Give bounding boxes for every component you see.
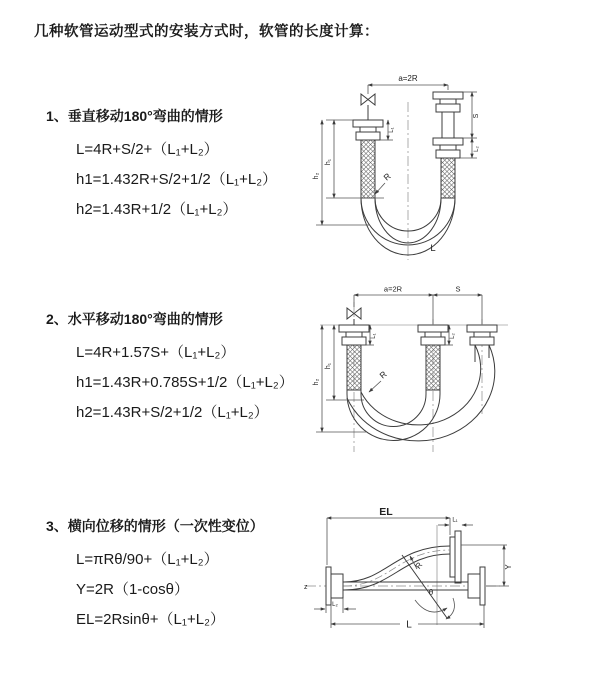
dim-label-z: z	[304, 584, 308, 591]
hose-u-bend	[347, 345, 495, 441]
formula-line: h2=1.43R+1/2（L₁+L₂）	[76, 201, 238, 218]
formula-line: L=4R+1.57S+（L₁+L₂）	[76, 344, 236, 361]
section-2-formulas	[76, 338, 294, 428]
right-lower-fitting	[468, 567, 485, 605]
formula-line: L=4R+S/2+（L₁+L₂）	[76, 141, 219, 158]
section-2	[46, 309, 294, 428]
formula-line: h1=1.43R+0.785S+1/2（L₁+L₂）	[76, 374, 294, 391]
section-1-heading: 1、垂直移动180°弯曲的情形	[46, 108, 223, 124]
dim-label-l: L	[406, 619, 412, 631]
diagram-vertical-180-bend	[312, 68, 587, 268]
dim-label-y: Y	[504, 564, 513, 570]
dim-label-h2: h₂	[313, 378, 320, 386]
middle-fitting	[418, 325, 448, 390]
page-title: 几种软管运动型式的安装方式时，软管的长度计算：	[34, 24, 379, 40]
dim-label-s: S	[473, 113, 480, 119]
dim-label-h1: h₁	[325, 362, 332, 370]
dim-label-el: EL	[379, 506, 393, 518]
dim-label-span: a=2R	[383, 284, 403, 294]
left-flange	[326, 567, 343, 605]
formula-line: h2=1.43R+S/2+1/2（L₁+L₂）	[76, 404, 269, 421]
section-2-heading: 2、水平移动180°弯曲的情形	[46, 311, 223, 327]
dim-label-l1: L₁	[452, 517, 458, 524]
section-3	[46, 516, 264, 635]
hose-s-curve	[344, 546, 450, 590]
dim-label-l1: L₁	[389, 127, 395, 133]
angle-construction	[402, 525, 454, 625]
formula-line: EL=2Rsinθ+（L₁+L₂）	[76, 611, 225, 628]
dim-label-r: R	[377, 368, 389, 381]
section-3-formulas	[76, 545, 264, 635]
left-fitting	[339, 325, 369, 390]
dim-label-h2: h₂	[313, 172, 320, 180]
dim-label-r: R	[413, 560, 425, 571]
formula-line: Y=2R（1-cosθ）	[76, 581, 189, 598]
section-1	[46, 106, 277, 225]
dim-label-span: a=2R	[398, 74, 418, 83]
left-fitting	[353, 120, 383, 198]
dim-label-h1: h₁	[325, 158, 332, 166]
dim-label-l2: L₂	[450, 333, 456, 339]
dim-label-theta: θ	[428, 588, 434, 597]
formula-line: h1=1.432R+S/2+1/2（L₁+L₂）	[76, 171, 278, 188]
valve-icon	[361, 94, 375, 120]
right-fitting	[433, 92, 463, 198]
formula-line: L=πRθ/90+（L₁+L₂）	[76, 551, 219, 568]
section-3-heading: 3、横向位移的情形（一次性变位）	[46, 518, 264, 534]
section-1-formulas	[76, 135, 277, 225]
diagram-horizontal-180-bend	[312, 282, 587, 477]
dim-label-l2: L₂	[332, 602, 338, 608]
upper-flange	[450, 531, 461, 583]
dim-label-l: L	[430, 243, 436, 254]
dim-label-l2: L₂	[474, 146, 480, 152]
dim-label-l1: L₁	[371, 333, 377, 339]
dim-label-r: R	[381, 170, 393, 183]
dim-label-s: S	[455, 284, 461, 294]
diagram-lateral-displacement	[298, 505, 595, 657]
